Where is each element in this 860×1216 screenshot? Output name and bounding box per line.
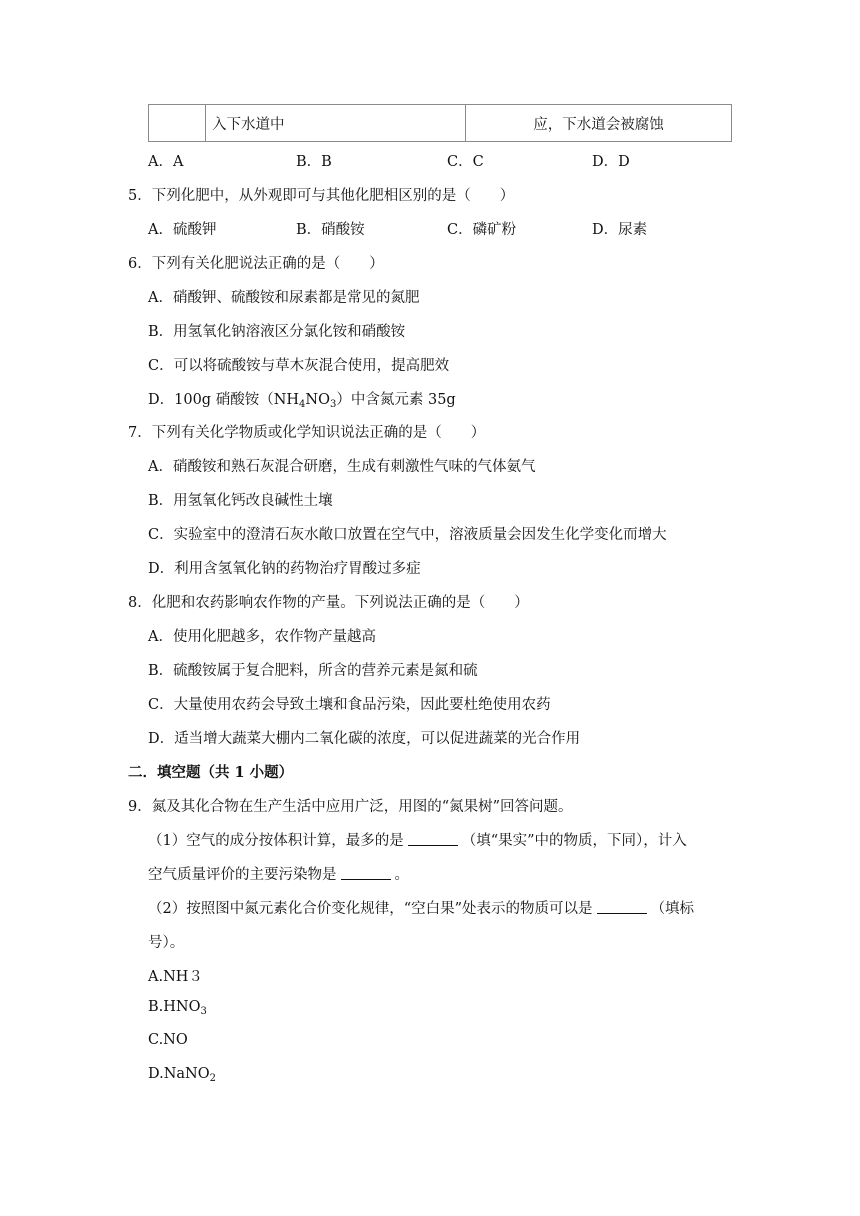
q9-option-d (148, 1066, 216, 1082)
q5-stem: 5．下列化肥中，从外观即可与其他化肥相区别的是（ ） (128, 188, 515, 204)
q6-option-b: B．用氢氧化钠溶液区分氯化铵和硝酸铵 (148, 324, 406, 340)
q8-option-c: C．大量使用农药会导致土壤和食品污染，因此要杜绝使用农药 (148, 697, 551, 713)
subscript: 3 (200, 1006, 207, 1017)
q6-stem: 6．下列有关化肥说法正确的是（ ） (128, 256, 384, 272)
answer-blank (408, 831, 458, 846)
q7-stem: 7．下列有关化学物质或化学知识说法正确的是（ ） (128, 425, 486, 441)
text: （填“果实”中的物质，下同），计入 (461, 833, 687, 849)
text: ）中含氮元素 35g (336, 392, 456, 408)
q4-options (148, 150, 748, 172)
subscript: 2 (209, 1073, 216, 1084)
q9-stem: 9．氮及其化合物在生产生活中应用广泛，用图的“氮果树”回答问题。 (128, 799, 573, 815)
option-d: D．D (592, 154, 630, 170)
option-c: C．C (447, 154, 484, 170)
q9-part2-line1 (148, 897, 694, 918)
q9-option-c: C.NO (148, 1032, 188, 1048)
text: NO (305, 392, 330, 408)
q8-option-a: A．使用化肥越多，农作物产量越高 (148, 629, 376, 645)
option-b: B．B (296, 154, 332, 170)
answer-table-fragment (148, 104, 732, 142)
table-cell (206, 105, 466, 141)
q9-option-a: A.NH３ (148, 969, 203, 985)
table-cell-text: 应，下水道会被腐蚀 (533, 116, 664, 133)
q7-option-b: B．用氢氧化钙改良碱性土壤 (148, 493, 333, 509)
text: （1）空气的成分按体积计算，最多的是 (148, 833, 404, 849)
q8-stem: 8．化肥和农药影响农作物的产量。下列说法正确的是（ ） (128, 595, 529, 611)
table-cell-empty (149, 105, 206, 141)
answer-blank (341, 865, 391, 880)
text: （2）按照图中氮元素化合价变化规律，“空白果”处表示的物质可以是 (148, 901, 593, 917)
option-c: C．磷矿粉 (447, 222, 517, 238)
text: B.HNO (148, 999, 201, 1015)
q9-option-b (148, 999, 207, 1015)
q8-option-b: B．硫酸铵属于复合肥料，所含的营养元素是氮和硫 (148, 663, 478, 679)
q8-option-d: D．适当增大蔬菜大棚内二氧化碳的浓度，可以促进蔬菜的光合作用 (148, 731, 581, 747)
q5-options (148, 218, 748, 240)
text: D．100g 硝酸铵（NH (148, 392, 300, 408)
table-cell (466, 105, 731, 141)
option-a: A．硫酸钾 (148, 222, 217, 238)
q9-part1-line2 (148, 863, 409, 884)
text: D.NaNO (148, 1066, 210, 1082)
q6-option-c: C．可以将硫酸铵与草木灰混合使用，提高肥效 (148, 358, 450, 374)
subscript: 3 (329, 399, 337, 410)
subscript: 4 (299, 399, 306, 410)
option-a: A．A (148, 154, 184, 170)
text: （填标 (650, 901, 695, 917)
text: 空气质量评价的主要污染物是 (148, 867, 337, 883)
section-heading: 二．填空题（共 1 小题） (128, 764, 294, 781)
option-b: B．硝酸铵 (296, 222, 365, 238)
q7-option-a: A．硝酸铵和熟石灰混合研磨，生成有刺激性气味的气体氨气 (148, 459, 536, 475)
table-cell-text: 入下水道中 (212, 116, 285, 133)
q6-option-a: A．硝酸钾、硫酸铵和尿素都是常见的氮肥 (148, 290, 420, 306)
q9-part2-line2: 号）。 (148, 935, 185, 951)
text: 。 (394, 867, 409, 883)
q9-part1-line1 (148, 829, 687, 850)
q7-option-d: D．利用含氢氧化钠的药物治疗胃酸过多症 (148, 561, 421, 577)
q6-option-d (148, 388, 456, 409)
answer-blank (597, 899, 647, 914)
option-d: D．尿素 (592, 222, 648, 238)
q7-option-c: C．实验室中的澄清石灰水敞口放置在空气中，溶液质量会因发生化学变化而增大 (148, 527, 667, 543)
